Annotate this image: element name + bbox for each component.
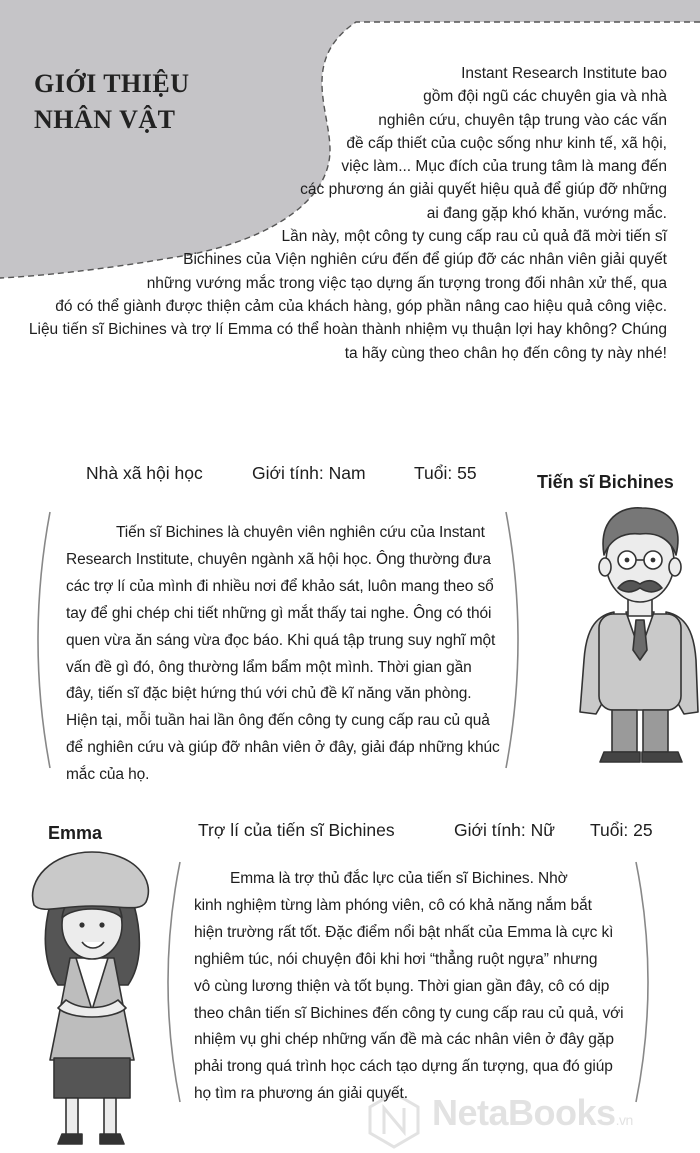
watermark-suffix: .vn — [615, 1112, 633, 1128]
intro-line: các phương án giải quyết hiệu quả để giúp đỡ những — [300, 181, 667, 199]
page-title-line-1: GIỚI THIỆU — [34, 69, 190, 98]
emma-bio-line: vô cùng lương thiện và tốt bụng. Thời gian gần đây, cô có dịp — [194, 977, 610, 995]
bichines-bio-line: Research Institute, chuyên ngành xã hội học. Ông thường đưa — [66, 550, 491, 568]
emma-illustration — [33, 852, 149, 1144]
intro-line: đó có thể giành được thiện cảm của khách hàng, góp phần nâng cao hiệu quả công việc. — [55, 297, 667, 315]
intro-line: ai đang gặp khó khăn, vướng mắc. — [426, 204, 667, 222]
intro-line: Lần này, một công ty cung cấp rau củ quả đã mời tiến sĩ — [281, 228, 667, 246]
bichines-gender: Giới tính: Nam — [252, 463, 366, 483]
emma-bio — [194, 866, 624, 1108]
emma-bio-line: theo chân tiến sĩ Bichines đến công ty cung cấp rau củ quả, với — [194, 1004, 624, 1022]
bichines-illustration — [580, 508, 698, 762]
bichines-bio-line: Tiến sĩ Bichines là chuyên viên nghiên cứu của Instant — [116, 524, 485, 541]
bichines-bracket-right — [506, 512, 518, 768]
bichines-bio-line: Hiện tại, mỗi tuần hai lần ông đến công ty cung cấp rau củ quả — [66, 712, 490, 730]
intro-line: việc làm... Mục đích của trung tâm là mang đến — [341, 158, 667, 176]
emma-gender: Giới tính: Nữ — [454, 820, 555, 840]
bichines-name: Tiến sĩ Bichines — [537, 472, 674, 492]
intro-line: đề cấp thiết của cuộc sống như kinh tế, xã hội, — [346, 134, 667, 152]
bichines-bio-line: các trợ lí của mình đi nhiều nơi để khảo sát, luôn mang theo sổ — [66, 577, 494, 595]
intro-line: Instant Research Institute bao — [461, 65, 667, 82]
intro-line: những vướng mắc trong việc tạo dựng ấn tượng trong đối nhân xử thế, qua — [146, 274, 667, 292]
page-title-line-2: NHÂN VẬT — [34, 105, 176, 134]
emma-role: Trợ lí của tiến sĩ Bichines — [198, 820, 395, 840]
emma-bio-line: phải trong quá trình học cách tạo dựng ấn tượng, qua đó giúp — [194, 1058, 613, 1076]
emma-bio-line: họ tìm ra phương án giải quyết. — [194, 1085, 408, 1103]
emma-bio-line: nghiêm túc, nói chuyện đôi khi hơi “thẳng ruột ngựa” nhưng — [194, 950, 598, 968]
intro-line: Liệu tiến sĩ Bichines và trợ lí Emma có thể hoàn thành nhiệm vụ thuận lợi hay không? Chúng — [28, 321, 667, 339]
bichines-bio-line: mắc của họ. — [66, 766, 150, 784]
intro-line: Bichines của Viện nghiên cứu đến để giúp đỡ các nhân viên giải quyết — [183, 251, 667, 269]
bichines-bio — [66, 520, 500, 789]
bichines-role: Nhà xã hội học — [86, 463, 203, 483]
watermark-brand: NetaBooks — [432, 1092, 616, 1133]
intro-line: ta hãy cùng theo chân họ đến công ty này nhé! — [344, 344, 667, 362]
emma-bio-line: kinh nghiệm từng làm phóng viên, cô có khả năng nắm bắt — [194, 896, 592, 914]
emma-name: Emma — [48, 823, 103, 843]
intro-line: gồm đội ngũ các chuyên gia và nhà — [423, 88, 667, 106]
emma-bio-line: nhiệm vụ ghi chép những vấn đề mà các nhân viên ở đây gặp — [194, 1031, 614, 1049]
intro-line: nghiên cứu, chuyên tập trung vào các vấn — [378, 111, 667, 129]
emma-age: Tuổi: 25 — [590, 820, 653, 840]
bichines-bracket-left — [38, 512, 50, 768]
watermark — [432, 1092, 633, 1134]
bichines-bio-line: đây, tiến sĩ đặc biệt hứng thú với chủ đề kĩ năng văn phòng. — [66, 685, 472, 703]
bichines-age: Tuổi: 55 — [414, 463, 477, 483]
intro-paragraph — [29, 62, 667, 365]
emma-bio-line: hiện trường rất tốt. Đặc điểm nổi bật nhất của Emma là cực kì — [194, 923, 614, 941]
emma-bio-line: Emma là trợ thủ đắc lực của tiến sĩ Bichines. Nhờ — [230, 870, 568, 887]
bichines-bio-line: quen vừa ăn sáng vừa đọc báo. Khi quá tập trung suy nghĩ một — [66, 631, 496, 649]
emma-bracket-left — [168, 862, 180, 1102]
bichines-bio-line: vấn đề gì đó, ông thường lẩm bẩm một mình. Thời gian gần — [66, 658, 472, 676]
bichines-bio-line: để nghiên cứu và giúp đỡ nhân viên ở đây, giải đáp những khúc — [66, 739, 500, 757]
bichines-bio-line: tay để ghi chép chi tiết những gì mắt thấy tai nghe. Ông có thói — [66, 604, 492, 622]
emma-bracket-right — [636, 862, 648, 1102]
